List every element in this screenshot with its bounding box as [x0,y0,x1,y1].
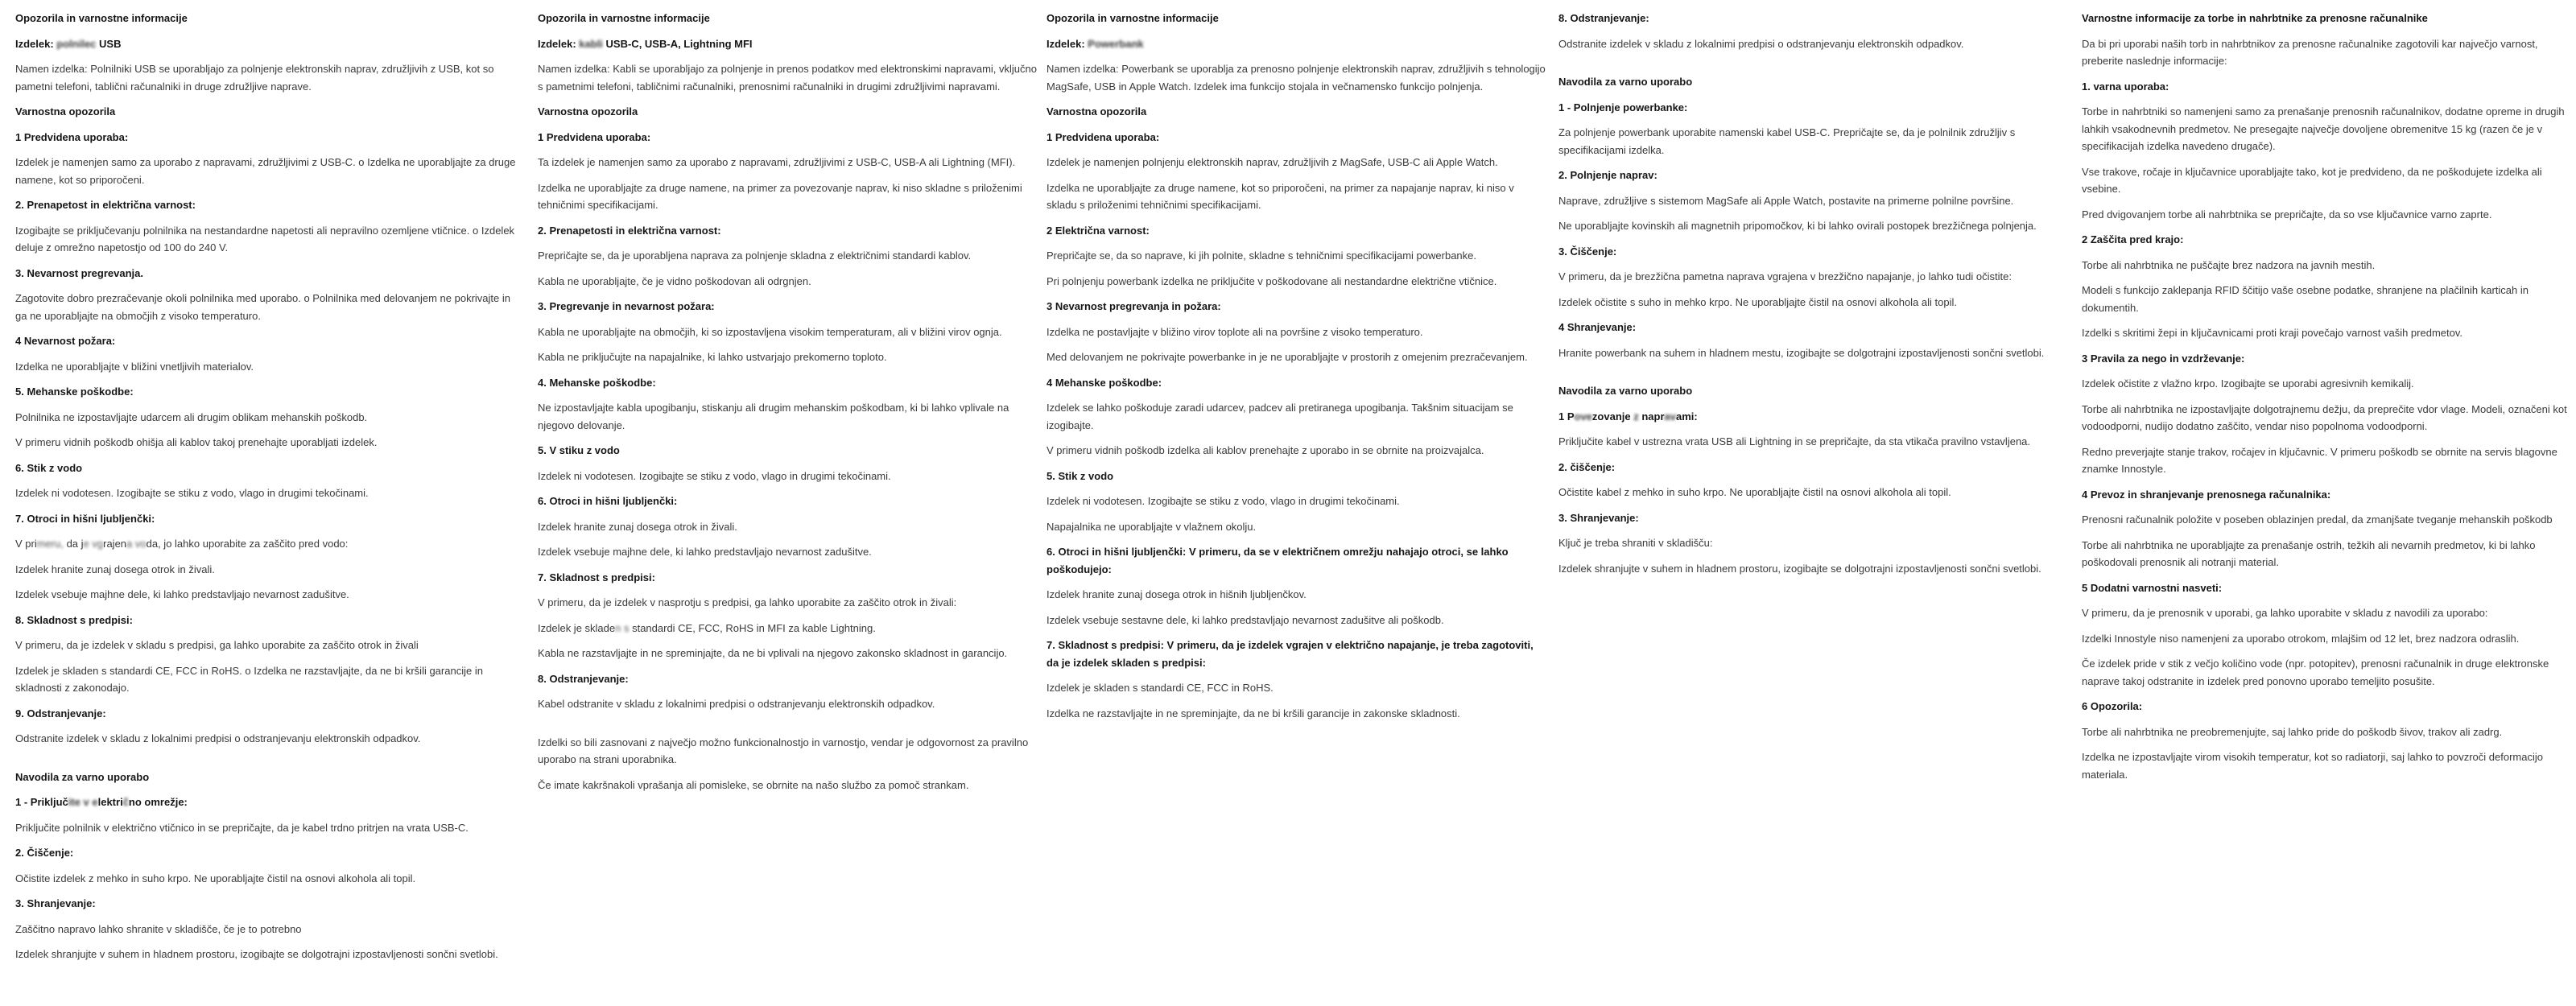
section-heading: 6. Otroci in hišni ljubljenčki: [538,495,678,507]
section-heading: Izdelek: kabli USB-C, USB-A, Lightning MFI [538,37,753,50]
paragraph: Redno preverjajte stanje trakov, ročajev in ključavnic. V primeru poškodb se obrnite na servis blagovne znamke Innostyle. [2082,445,2557,475]
section-heading: 7. Otroci in hišni ljubljenčki: [15,512,155,525]
blurred-text: ite v e [68,796,98,808]
paragraph: Modeli s funkcijo zaklepanja RFID ščitijo vaše osebne podatke, shranjene na plačilnih karticah in dokumentih. [2082,284,2529,314]
section-heading: 5 Dodatni varnostni nasveti: [2082,581,2223,594]
paragraph: Izdelek ni vodotesen. Izogibajte se stiku z vodo, vlago in drugimi tekočinami. [538,469,891,482]
paragraph: Namen izdelka: Powerbank se uporablja za prenosno polnjenje elektronskih naprav, združljivih s tehnologijo MagSafe, USB in Apple Watch. Izdelek ima funkcijo stojala in večnamensko funkcijo polnjenja. [1046,63,1546,93]
section-heading: 3 Pravila za nego in vzdrževanje: [2082,352,2245,365]
section-heading: 1. varna uporaba: [2082,80,2169,93]
column-usb-cables [538,10,1045,802]
paragraph: Odstranite izdelek v skladu z lokalnimi predpisi o odstranjevanju elektronskih odpadkov. [1558,37,1964,50]
section-heading: 2. čiščenje: [1558,460,1616,473]
paragraph: Izdelek hranite zunaj dosega otrok in živali. [538,520,737,533]
section-heading: Navodila za varno uporabo [15,770,150,783]
section-heading: 7. Skladnost s predpisi: [538,571,655,583]
section-heading: 1 Predvidena uporaba: [538,130,651,143]
paragraph: Zaščitno napravo lahko shranite v skladišče, če je to potrebno [15,922,302,935]
section-heading: 2. Čiščenje: [15,847,74,859]
paragraph: Izdelek je skladen s standardi CE, FCC, RoHS in MFI za kable Lightning. [538,621,876,634]
paragraph: Izdelek shranjujte v suhem in hladnem prostoru, izogibajte se dolgotrajni izpostavljenosti sončni svetlobi. [1558,562,2041,575]
paragraph: Izdelka ne uporabljajte za druge namene, na primer za povezovanje naprav, ki niso skladne s priloženimi tehničnimi specifikacijami. [538,181,1022,211]
paragraph: Izdelek je skladen s standardi CE, FCC in RoHS. [1046,682,1274,694]
paragraph: Priključite kabel v ustrezna vrata USB ali Lightning in se prepričajte, da sta vtikača pravilno vstavljena. [1558,435,2031,447]
paragraph: V primeru, da je vgrajena voda, jo lahko uporabite za zaščito pred vodo: [15,538,349,550]
section-heading: Opozorila in varnostne informacije [538,12,710,24]
blurred-text: Powerbank [1088,37,1144,50]
section-heading: 3. Nevarnost pregrevanja. [15,266,143,279]
paragraph: Hranite powerbank na suhem in hladnem mestu, izogibajte se dolgotrajni izpostavljenosti sončni svetlobi. [1558,346,2045,359]
section-heading: Izdelek: polnilec USB [15,37,122,50]
paragraph: Izdelek hranite zunaj dosega otrok in hišnih ljubljenčkov. [1046,588,1307,600]
section-heading: 8. Odstranjevanje: [1558,12,1649,24]
paragraph: Torbe in nahrbtniki so namenjeni samo za prenašanje prenosnih računalnikov, dodatne opreme in drugih lahkih vsakodnevnih predmetov. Ne presegajte največje dovoljene obremenitve 15 kg (razen če je v specifikacijah izdelka navedeno drugače). [2082,105,2565,152]
section-heading: Varnostne informacije za torbe in nahrbtnike za prenosne računalnike [2082,12,2428,24]
blurred-text: polnilec [56,37,97,50]
section-heading: Izdelek: Powerbank [1046,37,1144,50]
paragraph: Izdelka ne postavljajte v bližino virov toplote ali na površine z visoko temperaturo. [1046,325,1423,338]
paragraph: Izdelki s skritimi žepi in ključavnicami proti kraji povečajo varnost vaših predmetov. [2082,327,2462,339]
blurred-text: ove [1574,410,1592,423]
paragraph: Ključ je treba shraniti v skladišču: [1558,537,1713,549]
paragraph: Izdelek je namenjen samo za uporabo z napravami, združljivimi z USB-C. o Izdelka ne uporabljajte za druge namene, kot so priporočeni. [15,156,516,186]
section-heading: 2. Prenapetosti in električna varnost: [538,224,721,237]
paragraph: Če imate kakršnakoli vprašanja ali pomisleke, se obrnite na našo službo za pomoč strankam. [538,778,969,791]
section-heading: 2 Električna varnost: [1046,224,1150,237]
section-heading: 1 Povezovanje z napravami: [1558,410,1698,423]
section-heading: 4 Shranjevanje: [1558,321,1637,333]
blurred-text: č [122,796,129,808]
section-heading: 1 - Polnjenje powerbanke: [1558,101,1688,113]
paragraph: Očistite kabel z mehko in suho krpo. Ne uporabljajte čistil na osnovi alkohola ali topil. [1558,486,1951,498]
paragraph: Ne izpostavljajte kabla upogibanju, stiskanju ali drugim mehanskim poškodbam, ki bi lahko vplivale na njegovo delovanje. [538,402,1009,431]
section-heading: 5. V stiku z vodo [538,444,620,456]
section-heading: 1 Predvidena uporaba: [1046,130,1160,143]
section-heading: Opozorila in varnostne informacije [1046,12,1219,24]
paragraph: Kabla ne priključujte na napajalnike, ki lahko ustvarjajo prekomerno toploto. [538,351,887,363]
column-usb-charger [15,10,522,971]
paragraph: Vse trakove, ročaje in ključavnice uporabljajte tako, kot je predvideno, da ne poškodujete izdelka ali vsebine. [2082,165,2542,195]
blurred-text: z [1633,410,1639,423]
paragraph: Torbe ali nahrbtnika ne izpostavljajte dolgotrajnemu dežju, da preprečite vdor vlage. Modeli, označeni kot vodoodporni, nudijo dodatno zaščito, vendar niso popolnoma vodoodporni. [2082,402,2567,432]
section-heading: 2. Polnjenje naprav: [1558,169,1657,181]
paragraph: Med delovanjem ne pokrivajte powerbanke in je ne uporabljajte v prostorih z omejenim prezračevanjem. [1046,351,1528,363]
paragraph: Za polnjenje powerbank uporabite namenski kabel USB-C. Prepričajte se, da je polnilnik združljiv s specifikacijami izdelka. [1558,126,2016,156]
paragraph: Torbe ali nahrbtnika ne uporabljajte za prenašanje ostrih, težkih ali nevarnih predmetov, ki bi lahko poškodovali prenosnik ali notranji material. [2082,538,2536,568]
section-heading: 5. Mehanske poškodbe: [15,385,134,398]
section-heading: 1 Predvidena uporaba: [15,130,129,143]
section-heading: 3. Pregrevanje in nevarnost požara: [538,300,715,312]
paragraph: Zagotovite dobro prezračevanje okoli polnilnika med uporabo. o Polnilnika med delovanjem ne pokrivajte in ga ne uporabljajte na območjih z visoko temperaturo. [15,292,510,322]
section-heading: 8. Odstranjevanje: [538,672,629,685]
paragraph: Prepričajte se, da je uporabljena naprava za polnjenje skladna z električnimi standardi kablov. [538,249,972,262]
section-heading: Navodila za varno uporabo [1558,76,1693,88]
column-powerbank-cable-instructions [1558,10,2066,585]
section-heading: Varnostna opozorila [538,105,638,118]
paragraph: Torbe ali nahrbtnika ne preobremenjujte, saj lahko pride do poškodb šivov, trakov ali zadrg. [2082,725,2503,738]
blurred-text: n s [615,621,630,634]
section-heading: Varnostna opozorila [1046,105,1147,118]
paragraph: Izdelka ne uporabljajte za druge namene, kot so priporočeni, na primer za napajanje naprav, ki niso v skladu s priloženimi tehničnimi specifikacijami. [1046,181,1514,211]
section-heading: 1 - Priključite v električno omrežje: [15,796,188,808]
paragraph: Prepričajte se, da so naprave, ki jih polnite, skladne s tehničnimi specifikacijami powerbanke. [1046,249,1476,262]
section-heading: 7. Skladnost s predpisi: V primeru, da je izdelek vgrajen v električno napajanje, je treba zagotoviti, da je izdelek skladen s predpisi: [1046,639,1534,669]
section-heading: 9. Odstranjevanje: [15,707,106,719]
paragraph: Očistite izdelek z mehko in suho krpo. Ne uporabljajte čistil na osnovi alkohola ali topil. [15,872,416,884]
section-heading: 3. Shranjevanje: [1558,511,1639,524]
paragraph: Namen izdelka: Polnilniki USB se uporabljajo za polnjenje elektronskih naprav, združljivih z USB, kot so pametni telefoni, tablični računalniki in druge združljive naprave. [15,63,494,93]
section-heading: 5. Stik z vodo [1046,469,1114,482]
paragraph: V primeru, da je prenosnik v uporabi, ga lahko uporabite v skladu z navodili za uporabo: [2082,607,2488,619]
section-heading: 3. Shranjevanje: [15,897,96,909]
column-laptop-bags [2082,10,2570,791]
blurred-text: av [1664,410,1676,423]
blurred-text: meru, [36,538,67,550]
paragraph: Ta izdelek je namenjen samo za uporabo z napravami, združljivimi z USB-C, USB-A ali Lightning (MFI). [538,156,1016,168]
paragraph: Pred dvigovanjem torbe ali nahrbtnika se prepričajte, da so vse ključavnice varno zaprte. [2082,208,2492,221]
section-heading: 3 Nevarnost pregrevanja in požara: [1046,300,1221,312]
paragraph: Izdelek očistite s suho in mehko krpo. Ne uporabljajte čistil na osnovi alkohola ali topil. [1558,295,1957,308]
paragraph: Kabla ne uporabljajte na območjih, ki so izpostavljena visokim temperaturam, ali v bližini virov ognja. [538,325,1002,338]
paragraph: Napajalnika ne uporabljajte v vlažnem okolju. [1046,520,1257,533]
section-heading: 6. Otroci in hišni ljubljenčki: V primeru, da se v električnem omrežju nahajajo otroci, se lahko poškodujejo: [1046,546,1509,575]
paragraph: Prenosni računalnik položite v poseben oblazinjen predal, da zmanjšate tveganje mehanskih poškodb [2082,513,2553,526]
paragraph: Kabla ne razstavljajte in ne spreminjajte, da ne bi vplivali na njegovo zakonsko skladnost in garancijo. [538,647,1008,659]
paragraph: V primeru, da je izdelek v skladu s predpisi, ga lahko uporabite za zaščito otrok in živali [15,639,419,651]
paragraph: Pri polnjenju powerbank izdelka ne priključite v poškodovane ali nestandardne električne vtičnice. [1046,274,1497,287]
paragraph: Izdelek je namenjen polnjenju elektronskih naprav, združljivih z MagSafe, USB-C ali Apple Watch. [1046,156,1498,168]
section-heading: Navodila za varno uporabo [1558,385,1693,397]
paragraph: V primeru, da je izdelek v nasprotju s predpisi, ga lahko uporabite za zaščito otrok in živali: [538,596,957,608]
paragraph: V primeru vidnih poškodb ohišja ali kablov takoj prenehajte uporabljati izdelek. [15,436,378,448]
paragraph: Izdelek vsebuje majhne dele, ki lahko predstavljajo nevarnost zadušitve. [538,546,872,558]
paragraph: Izdelek hranite zunaj dosega otrok in živali. [15,563,215,575]
paragraph: Izdelki so bili zasnovani z največjo možno funkcionalnostjo in varnostjo, vendar je odgovornost za pravilno uporabo na strani uporabnika. [538,736,1029,765]
paragraph: Izdelki Innostyle niso namenjeni za uporabo otrokom, mlajšim od 12 let, brez nadzora odraslih. [2082,632,2520,645]
section-heading: 4 Prevoz in shranjevanje prenosnega računalnika: [2082,488,2331,501]
paragraph: Izdelek očistite z vlažno krpo. Izogibajte se uporabi agresivnih kemikalij. [2082,377,2414,390]
section-heading: 4 Nevarnost požara: [15,335,116,347]
paragraph: Naprave, združljive s sistemom MagSafe ali Apple Watch, postavite na primerne polnilne površine. [1558,194,2014,207]
blurred-text: e vg [83,538,104,550]
section-heading: 3. Čiščenje: [1558,245,1617,258]
paragraph: Izogibajte se priključevanju polnilnika na nestandardne napetosti ali nepravilno ozemljene vtičnice. o Izdelek deluje z omrežno napetostjo od 100 do 240 V. [15,224,515,254]
section-heading: Opozorila in varnostne informacije [15,12,188,24]
section-heading: Varnostna opozorila [15,105,116,118]
paragraph: V primeru vidnih poškodb izdelka ali kablov prenehajte z uporabo in se obrnite na proizvajalca. [1046,444,1484,456]
paragraph: Kabla ne uporabljajte, če je vidno poškodovan ali odrgnjen. [538,274,811,287]
paragraph: Ne uporabljajte kovinskih ali magnetnih pripomočkov, ki bi lahko ovirali postopek brezžičnega polnjenja. [1558,220,2037,232]
paragraph: Izdelek ni vodotesen. Izogibajte se stiku z vodo, vlago in drugimi tekočinami. [15,487,369,499]
paragraph: Kabel odstranite v skladu z lokalnimi predpisi o odstranjevanju elektronskih odpadkov. [538,698,935,710]
blurred-text: kabli [579,37,603,50]
blurred-text: a vo [126,538,147,550]
paragraph: Izdelek ni vodotesen. Izogibajte se stiku z vodo, vlago in drugimi tekočinami. [1046,495,1400,507]
paragraph: Izdelka ne razstavljajte in ne spreminjajte, da ne bi kršili garancije in zakonske skladnosti. [1046,707,1460,719]
section-heading: 6 Opozorila: [2082,700,2143,712]
paragraph: Da bi pri uporabi naših torb in nahrbtnikov za prenosne računalnike zagotovili kar največjo varnost, preberite naslednje informacije: [2082,37,2538,67]
paragraph: Polnilnika ne izpostavljajte udarcem ali drugim oblikam mehanskih poškodb. [15,410,368,423]
paragraph: Izdelek shranjujte v suhem in hladnem prostoru, izogibajte se dolgotrajni izpostavljenosti sončni svetlobi. [15,948,498,960]
section-heading: 8. Skladnost s predpisi: [15,613,133,626]
paragraph: Izdelek vsebuje sestavne dele, ki lahko predstavljajo nevarnost zadušitve ali poškodb. [1046,613,1444,626]
paragraph: Izdelek se lahko poškoduje zaradi udarcev, padcev ali pretiranega upogibanja. Takšnim situacijam se izogibajte. [1046,402,1513,431]
paragraph: Izdelek je skladen s standardi CE, FCC in RoHS. o Izdelka ne razstavljajte, da ne bi kršili garancije in skladnosti z zakonodajo. [15,664,483,694]
section-heading: 4 Mehanske poškodbe: [1046,376,1162,389]
paragraph: Odstranite izdelek v skladu z lokalnimi predpisi o odstranjevanju elektronskih odpadkov. [15,732,421,744]
paragraph: Izdelka ne uporabljajte v bližini vnetljivih materialov. [15,360,254,373]
paragraph: Izdelka ne izpostavljajte virom visokih temperatur, kot so radiatorji, saj lahko to povzroči deformacijo materiala. [2082,751,2543,781]
paragraph: Torbe ali nahrbtnika ne puščajte brez nadzora na javnih mestih. [2082,258,2376,271]
paragraph: V primeru, da je brezžična pametna naprava vgrajena v brezžično napajanje, jo lahko tudi očistite: [1558,270,2012,282]
paragraph: Izdelek vsebuje majhne dele, ki lahko predstavljajo nevarnost zadušitve. [15,588,349,600]
column-powerbank [1046,10,1546,730]
paragraph: Priključite polnilnik v električno vtičnico in se prepričajte, da je kabel trdno pritrjen na vrata USB-C. [15,821,469,834]
section-heading: 6. Stik z vodo [15,461,83,474]
paragraph: Namen izdelka: Kabli se uporabljajo za polnjenje in prenos podatkov med elektronskimi napravami, vključno s pametnimi telefoni, tabličnimi računalniki, prenosnimi računalniki in drugimi združljivimi napravami. [538,63,1038,93]
section-heading: 2 Zaščita pred krajo: [2082,233,2184,245]
paragraph: Če izdelek pride v stik z večjo količino vode (npr. potopitev), prenosni računalnik in druge elektronske naprave takoj odstranite in izdelek pred ponovno uporabo temeljito posušite. [2082,658,2549,687]
section-heading: 2. Prenapetost in električna varnost: [15,199,196,211]
section-heading: 4. Mehanske poškodbe: [538,376,656,389]
